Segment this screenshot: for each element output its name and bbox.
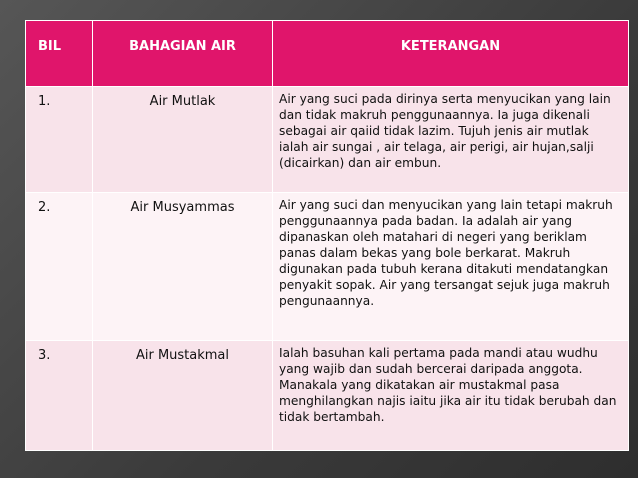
row-keterangan: Air yang suci dan menyucikan yang lain tetapi makruh penggunaannya pada badan. Ia adalah air yang dipanaskan oleh matahari di negeri yang beriklam panas dalam bekas yang bole berkarat. Makruh digunakan pada tubuh kerana ditakuti mendatangkan penyakit sopak. Air yang tersangat sejuk juga makruh pengunaannya. (273, 193, 629, 341)
row-bil: 1. (26, 87, 93, 193)
row-bil: 2. (26, 193, 93, 341)
row-keterangan: Air yang suci pada dirinya serta menyucikan yang lain dan tidak makruh penggunaannya. Ia juga dikenali sebagai air qaiid tidak lazim. Tujuh jenis air mutlak ialah air sungai , air telaga, air perigi, air hujan,salji (dicairkan) dan air embun. (273, 87, 629, 193)
row-bahagian: Air Mutlak (93, 87, 273, 193)
water-types-table (25, 20, 629, 451)
table-row (26, 341, 629, 451)
table-row (26, 193, 629, 341)
row-bil: 3. (26, 341, 93, 451)
row-bahagian: Air Mustakmal (93, 341, 273, 451)
header-bahagian-air: BAHAGIAN AIR (93, 21, 273, 87)
header-bil: BIL (26, 21, 93, 87)
table-row (26, 87, 629, 193)
row-bahagian: Air Musyammas (93, 193, 273, 341)
header-keterangan: KETERANGAN (273, 21, 629, 87)
table-header-row (26, 21, 629, 87)
row-keterangan: Ialah basuhan kali pertama pada mandi atau wudhu yang wajib dan sudah bercerai daripada anggota. Manakala yang dikatakan air mustakmal pasa menghilangkan najis iaitu jika air itu tidak berubah dan tidak bertambah. (273, 341, 629, 451)
